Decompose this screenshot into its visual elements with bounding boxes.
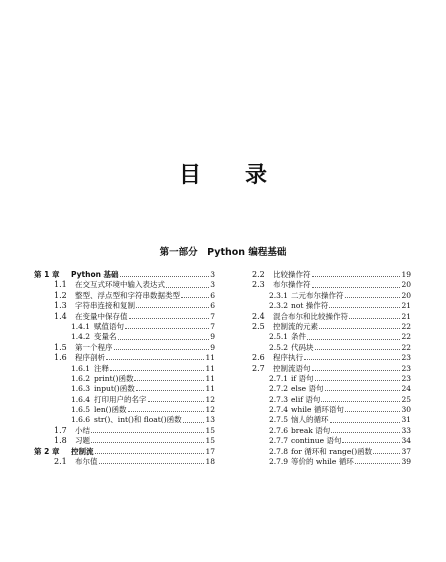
toc-entry[interactable] — [252, 343, 411, 353]
dot-leader — [120, 276, 210, 277]
toc-entry-page: 12 — [205, 394, 215, 404]
toc-entry-title: elif 语句 — [291, 394, 321, 404]
dot-leader — [319, 328, 400, 329]
toc-entry-page: 34 — [401, 436, 411, 446]
toc-entry-number: 2.4 — [252, 311, 265, 321]
part-heading: 第一部分 Python 编程基础 — [159, 247, 287, 258]
toc-entry-number: 2.6 — [252, 353, 265, 363]
toc-entry[interactable] — [34, 280, 215, 290]
toc-entry[interactable] — [252, 426, 411, 436]
dot-leader — [91, 432, 204, 433]
toc-entry-number: 2.3.2 — [269, 301, 289, 311]
toc-entry-page: 7 — [210, 311, 215, 321]
dot-leader — [95, 453, 205, 454]
toc-entry-title: 在交互式环境中输入表达式 — [75, 280, 165, 290]
toc-entry-number: 1.6.6 — [71, 415, 91, 425]
toc-entry-number: 1.7 — [54, 425, 67, 435]
toc-entry-number: 1.2 — [54, 290, 67, 300]
toc-entry[interactable] — [34, 312, 215, 322]
toc-entry-title: 习题 — [75, 436, 90, 446]
dot-leader — [114, 349, 210, 350]
dot-leader — [331, 432, 400, 433]
toc-entry-title: 控制流 — [71, 446, 94, 456]
toc-entry-title: continue 语句 — [291, 436, 342, 446]
dot-leader — [304, 359, 400, 360]
toc-entry-page: 15 — [205, 436, 215, 446]
dot-leader — [118, 339, 210, 340]
toc-entry-number: 2.7.5 — [269, 415, 289, 425]
toc-entry-title: if 语句 — [291, 373, 314, 383]
toc-entry-title: Python 基础 — [71, 270, 119, 279]
toc-entry-page: 18 — [205, 457, 215, 467]
toc-entry-number: 2.7.7 — [269, 436, 289, 446]
toc-entry-number: 1.8 — [54, 436, 67, 446]
dot-leader — [136, 390, 205, 391]
toc-entry-title: else 语句 — [291, 384, 324, 394]
toc-entry-page: 17 — [205, 446, 215, 456]
dot-leader — [125, 328, 209, 329]
toc-entry[interactable] — [34, 332, 215, 342]
toc-entry-title: 二元布尔操作符 — [291, 290, 344, 300]
toc-entry-page: 22 — [401, 342, 411, 352]
toc-entry-title: 注释 — [94, 363, 109, 373]
toc-entry[interactable] — [252, 405, 411, 415]
toc-entry-page: 20 — [401, 290, 411, 300]
toc-entry-page: 3 — [210, 280, 215, 290]
toc-entry-page: 37 — [401, 446, 411, 456]
toc-entry[interactable] — [252, 395, 411, 405]
toc-entry[interactable] — [252, 280, 411, 290]
toc-entry[interactable] — [34, 395, 215, 405]
toc-entry-title: 程序剖析 — [75, 353, 105, 363]
toc-entry-page: 19 — [401, 270, 411, 279]
toc-entry[interactable] — [252, 353, 411, 363]
toc-entry-title: input()函数 — [94, 384, 135, 394]
toc-entry-page: 39 — [401, 457, 411, 467]
dot-leader — [345, 297, 401, 298]
toc-chapter-entry[interactable] — [34, 447, 215, 457]
toc-entry-number: 1.6.3 — [71, 384, 91, 394]
toc-entry-number: 2.3.1 — [269, 290, 289, 300]
dot-leader — [312, 287, 401, 288]
toc-entry-page: 22 — [401, 321, 411, 331]
toc-entry-title: 第一个程序 — [75, 342, 113, 352]
toc-entry-page: 11 — [205, 363, 215, 373]
toc-entry-title: 条件 — [291, 332, 306, 342]
toc-chapter-entry[interactable] — [34, 270, 215, 280]
toc-entry-number: 2.7.4 — [269, 405, 289, 415]
toc-entry[interactable] — [252, 384, 411, 394]
toc-entry-number: 2.2 — [252, 270, 265, 279]
toc-entry-page: 7 — [210, 321, 215, 331]
toc-entry-title: len()函数 — [94, 405, 127, 415]
toc-entry[interactable] — [252, 436, 411, 446]
toc-entry-page: 3 — [210, 270, 215, 279]
toc-entry-number: 1.4 — [54, 311, 67, 321]
toc-entry[interactable] — [252, 364, 411, 374]
toc-entry-title: 代码块 — [291, 342, 314, 352]
toc-entry-title: 恼人的循环 — [291, 415, 329, 425]
toc-entry-title: 整型、浮点型和字符串数据类型 — [75, 290, 180, 300]
toc-entry-title: 变量名 — [94, 332, 117, 342]
toc-entry-page: 11 — [205, 353, 215, 363]
page-title: 目 录 — [178, 163, 267, 188]
toc-entry-title: 控制流的元素 — [273, 321, 318, 331]
toc-column-left — [34, 270, 215, 467]
toc-entry-title: 赋值语句 — [94, 321, 124, 331]
toc-entry-title: 控制流语句 — [273, 363, 311, 373]
toc-entry-number: 2.5.2 — [269, 342, 289, 352]
dot-leader — [373, 453, 400, 454]
toc-entry-number: 2.7.3 — [269, 394, 289, 404]
toc-entry[interactable] — [34, 353, 215, 363]
toc-entry-page: 6 — [210, 301, 215, 311]
dot-leader — [330, 422, 401, 423]
dot-leader — [312, 276, 401, 277]
toc-entry-title: print()函数 — [94, 373, 134, 383]
toc-entry-number: 1.6.2 — [71, 373, 91, 383]
dot-leader — [129, 318, 210, 319]
toc-entry-page: 25 — [401, 394, 411, 404]
toc-entry[interactable] — [252, 322, 411, 332]
toc-entry-number: 第 2 章 — [34, 446, 60, 456]
toc-entry-page: 31 — [401, 415, 411, 425]
toc-entry-title: 布尔操作符 — [273, 280, 311, 290]
toc-entry-number: 1.6.4 — [71, 394, 91, 404]
toc-entry-page: 22 — [401, 332, 411, 342]
toc-entry-title: 程序执行 — [273, 353, 303, 363]
toc-entry-number: 2.3 — [252, 280, 265, 290]
toc-entry[interactable] — [34, 384, 215, 394]
dot-leader — [110, 370, 204, 371]
toc-entry-page: 12 — [205, 405, 215, 415]
toc-entry-number: 2.7 — [252, 363, 265, 373]
toc-entry[interactable] — [34, 343, 215, 353]
toc-entry[interactable] — [252, 270, 411, 280]
toc-entry-number: 第 1 章 — [34, 270, 60, 279]
toc-entry-title: 等价的 while 循环 — [291, 457, 354, 467]
toc-entry-page: 23 — [401, 353, 411, 363]
dot-leader — [128, 411, 205, 412]
dot-leader — [106, 359, 204, 360]
toc-entry-number: 2.7.2 — [269, 384, 289, 394]
toc-entry-title: str()、int()和 float()函数 — [94, 415, 182, 425]
toc-entry-page: 21 — [401, 301, 411, 311]
toc-entry-title: 在变量中保存值 — [75, 311, 128, 321]
toc-entry-title: while 循环语句 — [291, 405, 344, 415]
dot-leader — [325, 390, 401, 391]
toc-entry[interactable] — [252, 312, 411, 322]
dot-leader — [315, 380, 401, 381]
dot-leader — [321, 401, 400, 402]
toc-column-right — [252, 270, 411, 467]
toc-entry-number: 1.5 — [54, 342, 67, 352]
toc-entry-title: 字符串连接和复制 — [75, 301, 135, 311]
toc-entry[interactable] — [252, 374, 411, 384]
toc-entry[interactable] — [252, 415, 411, 425]
toc-entry-title: 打印用户的名字 — [94, 394, 147, 404]
toc-entry-number: 1.4.1 — [71, 321, 91, 331]
toc-entry-number: 2.5 — [252, 321, 265, 331]
toc-entry-page: 11 — [205, 373, 215, 383]
toc-entry[interactable] — [34, 415, 215, 425]
dot-leader — [307, 339, 400, 340]
toc-entry[interactable] — [252, 332, 411, 342]
toc-entry[interactable] — [34, 405, 215, 415]
toc-entry[interactable] — [252, 457, 411, 467]
toc-entry-page: 23 — [401, 373, 411, 383]
toc-entry-page: 33 — [401, 425, 411, 435]
toc-entry-number: 2.7.9 — [269, 457, 289, 467]
toc-entry[interactable] — [252, 447, 411, 457]
toc-entry-page: 15 — [205, 425, 215, 435]
dot-leader — [99, 463, 205, 464]
toc-entry-title: for 循环和 range()函数 — [291, 446, 373, 456]
toc-entry[interactable] — [34, 301, 215, 311]
toc-entry-number: 1.4.2 — [71, 332, 91, 342]
toc-entry-number: 1.6.5 — [71, 405, 91, 415]
toc-entry-page: 30 — [401, 405, 411, 415]
dot-leader — [136, 307, 209, 308]
toc-entry[interactable] — [34, 436, 215, 446]
dot-leader — [315, 349, 401, 350]
dot-leader — [166, 287, 209, 288]
toc-entry[interactable] — [34, 457, 215, 467]
toc-entry-number: 1.1 — [54, 280, 67, 290]
toc-entry[interactable] — [252, 291, 411, 301]
dot-leader — [148, 401, 205, 402]
toc-entry-title: 布尔值 — [75, 457, 98, 467]
toc-entry-page: 24 — [401, 384, 411, 394]
toc-entry-page: 13 — [205, 415, 215, 425]
toc-entry[interactable] — [34, 322, 215, 332]
toc-entry-number: 1.6.1 — [71, 363, 91, 373]
toc-entry-number: 2.5.1 — [269, 332, 289, 342]
dot-leader — [329, 307, 400, 308]
dot-leader — [183, 422, 205, 423]
toc-entry-number: 2.7.8 — [269, 446, 289, 456]
toc-entry-page: 6 — [210, 290, 215, 300]
dot-leader — [312, 370, 401, 371]
toc-entry-page: 23 — [401, 363, 411, 373]
toc-entry-number: 1.6 — [54, 353, 67, 363]
toc-entry-number: 1.3 — [54, 301, 67, 311]
toc-entry-number: 2.1 — [54, 457, 67, 467]
toc-entry-page: 9 — [210, 342, 215, 352]
toc-entry[interactable] — [252, 301, 411, 311]
toc-entry-page: 20 — [401, 280, 411, 290]
toc-entry[interactable] — [34, 291, 215, 301]
toc-entry-title: not 操作符 — [291, 301, 329, 311]
dot-leader — [345, 411, 401, 412]
toc-entry-title: 比较操作符 — [273, 270, 311, 279]
dot-leader — [355, 463, 401, 464]
toc-entry[interactable] — [34, 426, 215, 436]
toc-entry-title: 混合布尔和比较操作符 — [273, 311, 348, 321]
toc-entry[interactable] — [34, 364, 215, 374]
toc-entry-title: 小结 — [75, 425, 90, 435]
dot-leader — [349, 318, 400, 319]
dot-leader — [181, 297, 209, 298]
dot-leader — [134, 380, 204, 381]
toc-entry-page: 21 — [401, 311, 411, 321]
toc-entry-page: 11 — [205, 384, 215, 394]
toc-entry-title: break 语句 — [291, 425, 331, 435]
toc-entry[interactable] — [34, 374, 215, 384]
dot-leader — [91, 442, 204, 443]
toc-entry-number: 2.7.6 — [269, 425, 289, 435]
toc-entry-number: 2.7.1 — [269, 373, 289, 383]
toc-entry-page: 9 — [210, 332, 215, 342]
dot-leader — [342, 442, 400, 443]
